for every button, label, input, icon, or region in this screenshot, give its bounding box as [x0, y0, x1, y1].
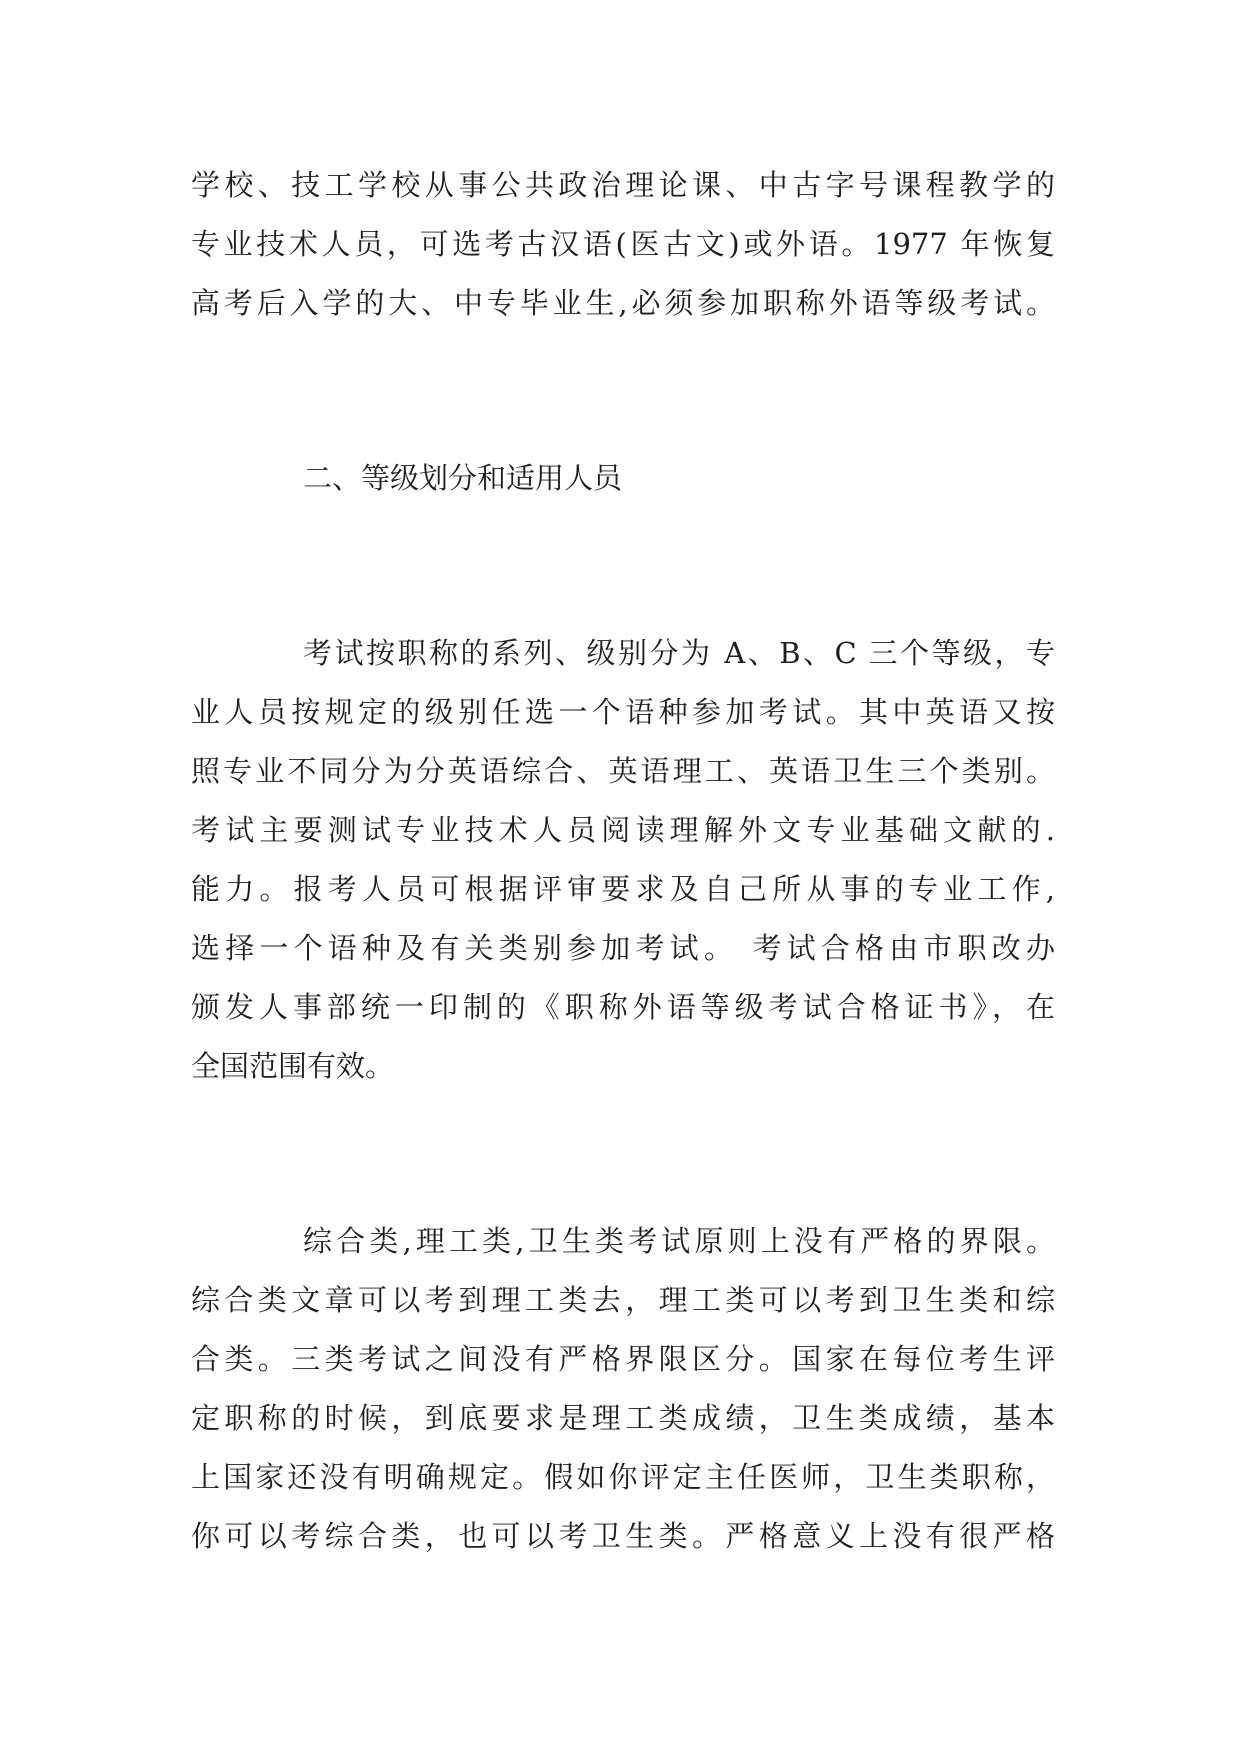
- text-line: 考试按职称的系列、级别分为 A、B、C 三个等级，专: [303, 636, 1055, 670]
- text-line: 综合类,理工类,卫生类考试原则上没有严格的界限。: [303, 1224, 1055, 1258]
- text-line: 你可以考综合类，也可以考卫生类。严格意义上没有很严格: [191, 1519, 1055, 1553]
- text-line: 学校、技工学校从事公共政治理论课、中古字号课程教学的: [191, 168, 1055, 202]
- text-line: 合类。三类考试之间没有严格界限区分。国家在每位考生评: [191, 1342, 1055, 1376]
- section-heading: 二、等级划分和适用人员: [303, 461, 623, 495]
- text-line: 选择一个语种及有关类别参加考试。 考试合格由市职改办: [191, 931, 1055, 965]
- text-line: 全国范围有效。: [191, 1049, 395, 1083]
- text-line: 定职称的时候，到底要求是理工类成绩，卫生类成绩，基本: [191, 1401, 1055, 1435]
- text-line: 专业技术人员，可选考古汉语(医古文)或外语。1977 年恢复: [191, 227, 1055, 261]
- text-line: 能力。报考人员可根据评审要求及自己所从事的专业工作,: [191, 872, 1055, 906]
- text-line: 照专业不同分为分英语综合、英语理工、英语卫生三个类别。: [191, 754, 1055, 788]
- text-line: 综合类文章可以考到理工类去，理工类可以考到卫生类和综: [191, 1283, 1055, 1317]
- text-line: 上国家还没有明确规定。假如你评定主任医师，卫生类职称，: [191, 1460, 1055, 1494]
- text-line: 高考后入学的大、中专毕业生,必须参加职称外语等级考试。: [191, 286, 1055, 320]
- text-line: 业人员按规定的级别任选一个语种参加考试。其中英语又按: [191, 695, 1055, 729]
- text-line: 颁发人事部统一印制的《职称外语等级考试合格证书》，在: [191, 990, 1055, 1024]
- text-line: 考试主要测试专业技术人员阅读理解外文专业基础文献的.: [191, 813, 1055, 847]
